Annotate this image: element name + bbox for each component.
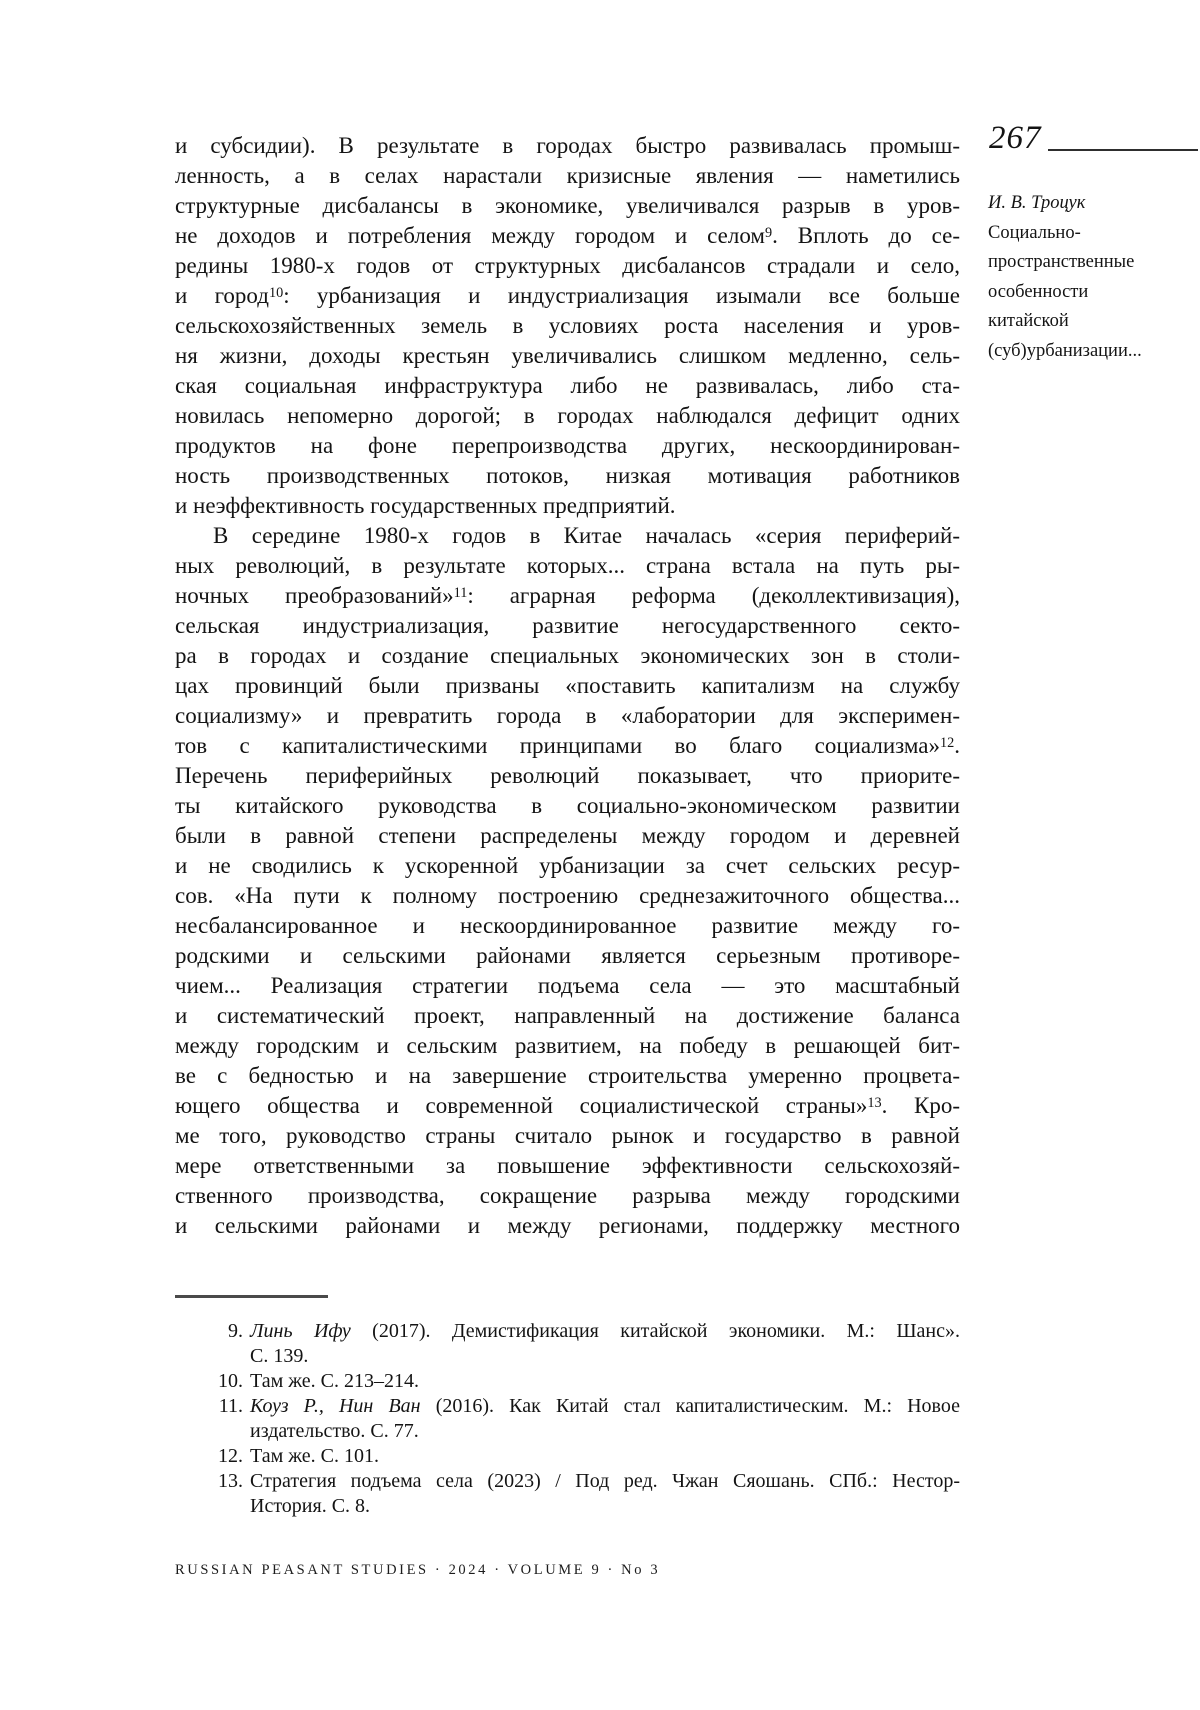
text-segment: Коуз Р., Нин Ван	[250, 1395, 421, 1417]
text-line	[175, 191, 960, 221]
text-segment: цах провинций были призваны «поставить капитализм на службу	[175, 673, 960, 698]
text-line	[175, 1121, 960, 1151]
sidebar-title-line: пространственные	[988, 252, 1135, 272]
text-line	[175, 1151, 960, 1181]
text-segment: ность производственных потоков, низкая мотивация работников	[175, 463, 960, 488]
footnote-line	[250, 1469, 960, 1494]
footnote-line	[250, 1344, 960, 1369]
text-segment: не доходов и потребления между городом и селом	[175, 223, 765, 248]
text-segment: (2016). Как Китай стал капиталистическим. М.: Новое	[420, 1395, 960, 1417]
body-text	[175, 131, 960, 1241]
text-line	[175, 401, 960, 431]
text-line	[175, 671, 960, 701]
footnote-number: 11.	[218, 1395, 243, 1417]
footnote-ref: 11	[453, 584, 468, 601]
text-line	[175, 1001, 960, 1031]
footnote-text	[250, 1319, 960, 1369]
text-segment: Перечень периферийных революций показывает, что приорите-	[175, 763, 960, 788]
text-segment: продуктов на фоне перепроизводства других, нескоординирован-	[175, 433, 960, 458]
text-segment: . Вплоть до се-	[772, 223, 960, 248]
text-line	[175, 221, 960, 251]
running-sidebar	[988, 189, 1193, 366]
text-segment: и сельскими районами и между регионами, поддержку местного	[175, 1213, 960, 1238]
text-segment: и не сводились к ускоренной урбанизации за счет сельских ресур-	[175, 853, 960, 878]
text-segment: были в равной степени распределены между городом и деревней	[175, 823, 960, 848]
footnote-ref: 12	[940, 734, 955, 751]
text-segment: ственного производства, сокращение разрыва между городскими	[175, 1183, 960, 1208]
text-line	[175, 941, 960, 971]
text-line	[175, 311, 960, 341]
text-line	[175, 521, 960, 551]
footnote-line	[250, 1369, 960, 1394]
text-segment: : аграрная реформа (деколлективизация),	[467, 583, 960, 608]
footnote-text	[250, 1369, 960, 1394]
text-line	[175, 431, 960, 461]
text-segment: .	[954, 733, 960, 758]
footnote-line	[250, 1394, 960, 1419]
text-segment: тов с капиталистическими принципами во благо социализма»	[175, 733, 940, 758]
text-segment: родскими и сельскими районами является серьезным противоре-	[175, 943, 960, 968]
sidebar-author: И. В. Троцук	[988, 193, 1086, 213]
footnote-item	[175, 1469, 960, 1519]
text-segment: чием... Реализация стратегии подъема села — это масштабный	[175, 973, 960, 998]
text-segment: сельскохозяйственных земель в условиях роста населения и уров-	[175, 313, 960, 338]
page-number: 267	[989, 120, 1042, 156]
text-line	[175, 761, 960, 791]
footnote-number: 9.	[228, 1320, 243, 1342]
footnote-item	[175, 1369, 960, 1394]
text-segment: ленность, а в селах нарастали кризисные явления — наметились	[175, 163, 960, 188]
text-segment: сельская индустриализация, развитие негосударственного секто-	[175, 613, 960, 638]
text-segment: и субсидии). В результате в городах быстро развивалась промыш-	[175, 133, 960, 158]
text-segment: Стратегия подъема села (2023) / Под ред. Чжан Сяошань. СПб.: Нестор-	[250, 1470, 960, 1492]
text-segment: и систематический проект, направленный на достижение баланса	[175, 1003, 960, 1028]
text-segment: несбалансированное и нескоординированное развитие между го-	[175, 913, 960, 938]
footnote-ref: 9	[764, 224, 773, 241]
text-segment: мере ответственными за повышение эффективности сельскохозяй-	[175, 1153, 960, 1178]
text-segment: структурные дисбалансы в экономике, увеличивался разрыв в уров-	[175, 193, 960, 218]
footnote-number: 13.	[218, 1470, 243, 1492]
text-segment: ночных преобразований»	[175, 583, 454, 608]
text-segment: : урбанизация и индустриализация изымали все больше	[283, 283, 960, 308]
text-line	[175, 1181, 960, 1211]
footnote-line	[250, 1444, 960, 1469]
text-line	[175, 131, 960, 161]
footnote-separator	[175, 1295, 328, 1298]
text-line	[175, 881, 960, 911]
text-segment: издательство. С. 77.	[250, 1420, 419, 1442]
text-segment: С. 139.	[250, 1345, 309, 1367]
journal-footer: RUSSIAN PEASANT STUDIES · 2024 · VOLUME 9 · No 3	[175, 1562, 661, 1578]
footnote-line	[250, 1319, 960, 1344]
text-segment: редины 1980-х годов от структурных дисбалансов страдали и село,	[175, 253, 960, 278]
sidebar-title-line: особенности	[988, 281, 1089, 302]
text-segment: История. С. 8.	[250, 1495, 371, 1517]
text-line	[175, 821, 960, 851]
text-line	[175, 1211, 960, 1241]
footnote-line	[250, 1419, 960, 1444]
footnote-text	[250, 1394, 960, 1444]
text-segment: ская социальная инфраструктура либо не развивалась, либо ста-	[175, 373, 960, 398]
footnote-item	[175, 1444, 960, 1469]
text-line	[175, 1091, 960, 1121]
text-line	[175, 581, 960, 611]
text-segment: социализму» и превратить города в «лаборатории для эксперимен-	[175, 703, 960, 728]
text-line	[175, 701, 960, 731]
text-segment: ме того, руководство страны считало рынок и государство в равной	[175, 1123, 960, 1148]
text-line	[175, 971, 960, 1001]
text-line	[175, 551, 960, 581]
text-segment: сов. «На пути к полному построению среднезажиточного общества...	[175, 883, 960, 908]
footnote-ref: 10	[268, 284, 284, 301]
footnote-line	[250, 1494, 960, 1519]
footnote-item	[175, 1319, 960, 1369]
footnote-ref: 13	[867, 1094, 882, 1111]
text-segment: ты китайского руководства в социально-экономическом развитии	[175, 793, 960, 818]
footnote-text	[250, 1469, 960, 1519]
text-segment: Там же. С. 101.	[250, 1445, 380, 1467]
text-segment: Там же. С. 213–214.	[250, 1370, 420, 1392]
text-segment: . Кро-	[881, 1093, 960, 1118]
sidebar-article-title	[988, 219, 1193, 367]
sidebar-title-line: (суб)урбанизации...	[988, 340, 1142, 361]
text-line	[175, 491, 960, 521]
text-line	[175, 461, 960, 491]
text-line	[175, 1061, 960, 1091]
text-segment: ня жизни, доходы крестьян увеличивались слишком медленно, сель-	[175, 343, 960, 368]
text-segment: и неэффективность государственных предприятий.	[175, 493, 676, 518]
text-segment: и город	[175, 283, 269, 308]
text-line	[175, 911, 960, 941]
text-line	[175, 371, 960, 401]
text-line	[175, 161, 960, 191]
text-line	[175, 851, 960, 881]
text-segment: новилась непомерно дорогой; в городах наблюдался дефицит одних	[175, 403, 960, 428]
text-line	[175, 791, 960, 821]
header-rule	[1048, 149, 1198, 151]
text-segment: ющего общества и современной социалистической страны»	[175, 1093, 868, 1118]
footnote-number: 12.	[218, 1445, 243, 1467]
footnote-text	[250, 1444, 960, 1469]
text-line	[175, 641, 960, 671]
footnotes	[175, 1319, 960, 1519]
text-line	[175, 731, 960, 761]
sidebar-title-line: Социально-	[988, 222, 1081, 243]
text-line	[175, 281, 960, 311]
text-segment: Линь Ифу	[250, 1320, 351, 1342]
text-segment: между городским и сельским развитием, на победу в решающей бит-	[175, 1033, 960, 1058]
footnote-item	[175, 1394, 960, 1444]
text-segment: ра в городах и создание специальных экономических зон в столи-	[175, 643, 960, 668]
text-line	[175, 611, 960, 641]
text-segment: ных революций, в результате которых... страна встала на путь ры-	[175, 553, 960, 578]
text-line	[175, 1031, 960, 1061]
text-line	[175, 341, 960, 371]
text-segment: В середине 1980-х годов в Китае началась «серия периферий-	[213, 523, 960, 548]
text-segment: ве с бедностью и на завершение строительства умеренно процвета-	[175, 1063, 960, 1088]
footnote-number: 10.	[218, 1370, 243, 1392]
sidebar-title-line: китайской	[988, 311, 1069, 331]
text-line	[175, 251, 960, 281]
text-segment: (2017). Демистификация китайской экономики. М.: Шанс».	[350, 1320, 960, 1342]
